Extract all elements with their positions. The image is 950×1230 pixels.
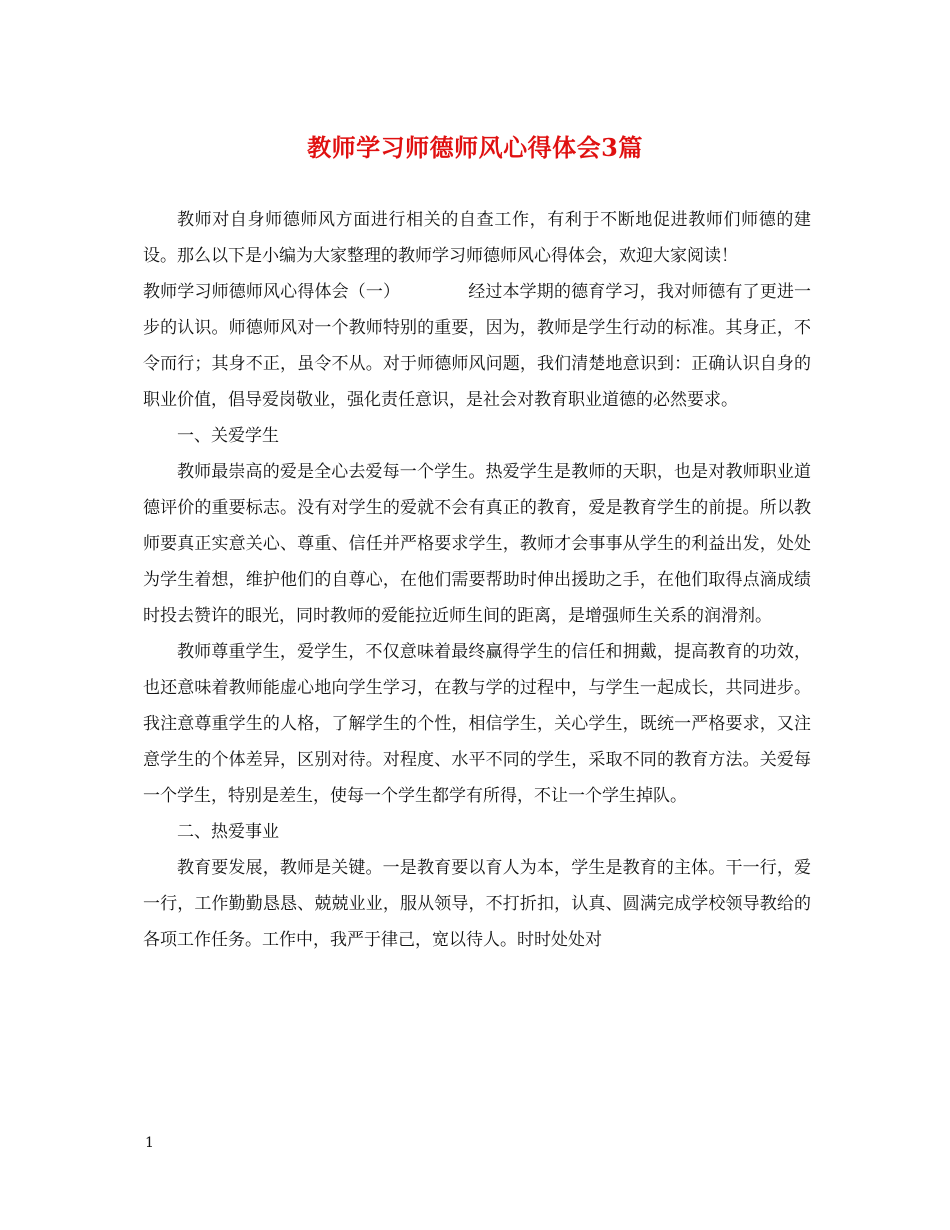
page-number: 1 — [145, 1135, 154, 1151]
subsection-1-paragraph-2: 教师尊重学生，爱学生，不仅意味着最终赢得学生的信任和拥戴，提高教育的功效，也还意味着教师能虚心地向学生学习，在教与学的过程中，与学生一起成长，共同进步。我注意尊重学生的人格，了解学生的个性，相信学生，关心学生，既统一严格要求，又注意学生的个体差异，区别对待。对程度、水平不同的学生，采取不同的教育方法。关爱每一个学生，特别是差生，使每一个学生都学有所得，不让一个学生掉队。 — [143, 642, 811, 806]
subsection-1-heading: 一、关爱学生 — [177, 426, 279, 446]
section-1-heading: 教师学习师德师风心得体会（一） — [143, 282, 401, 302]
page-title: 教师学习师德师风心得体会3篇 — [307, 133, 643, 162]
intro-paragraph: 教师对自身师德师风方面进行相关的自查工作，有利于不断地促进教师们师德的建设。那么以下是小编为大家整理的教师学习师德师风心得体会，欢迎大家阅读！ — [143, 210, 811, 266]
subsection-2-paragraph-1: 教育要发展，教师是关键。一是教育要以育人为本，学生是教育的主体。干一行，爱一行，工作勤勤恳恳、兢兢业业，服从领导，不打折扣，认真、圆满完成学校领导教给的各项工作任务。工作中，我严于律己，宽以待人。时时处处对 — [143, 858, 811, 950]
section-1-text: 经过本学期的德育学习，我对师德有了更进一步的认识。师德师风对一个教师特别的重要，因为，教师是学生行动的标准。其身正，不令而行；其身不正，虽令不从。对于师德师风问题，我们清楚地意识到：正确认识自身的职业价值，倡导爱岗敬业，强化责任意识，是社会对教育职业道德的必然要求。 — [143, 282, 812, 410]
section-1-paragraph — [143, 274, 811, 418]
subsection-1-paragraph-1: 教师最崇高的爱是全心去爱每一个学生。热爱学生是教师的天职，也是对教师职业道德评价的重要标志。没有对学生的爱就不会有真正的教育，爱是教育学生的前提。所以教师要真正实意关心、尊重、信任并严格要求学生，教师才会事事从学生的利益出发，处处为学生着想，维护他们的自尊心，在他们需要帮助时伸出援助之手，在他们取得点滴成绩时投去赞许的眼光，同时教师的爱能拉近师生间的距离，是增强师生关系的润滑剂。 — [143, 462, 811, 626]
subsection-2-heading: 二、热爱事业 — [177, 822, 279, 842]
document-body — [143, 202, 811, 958]
